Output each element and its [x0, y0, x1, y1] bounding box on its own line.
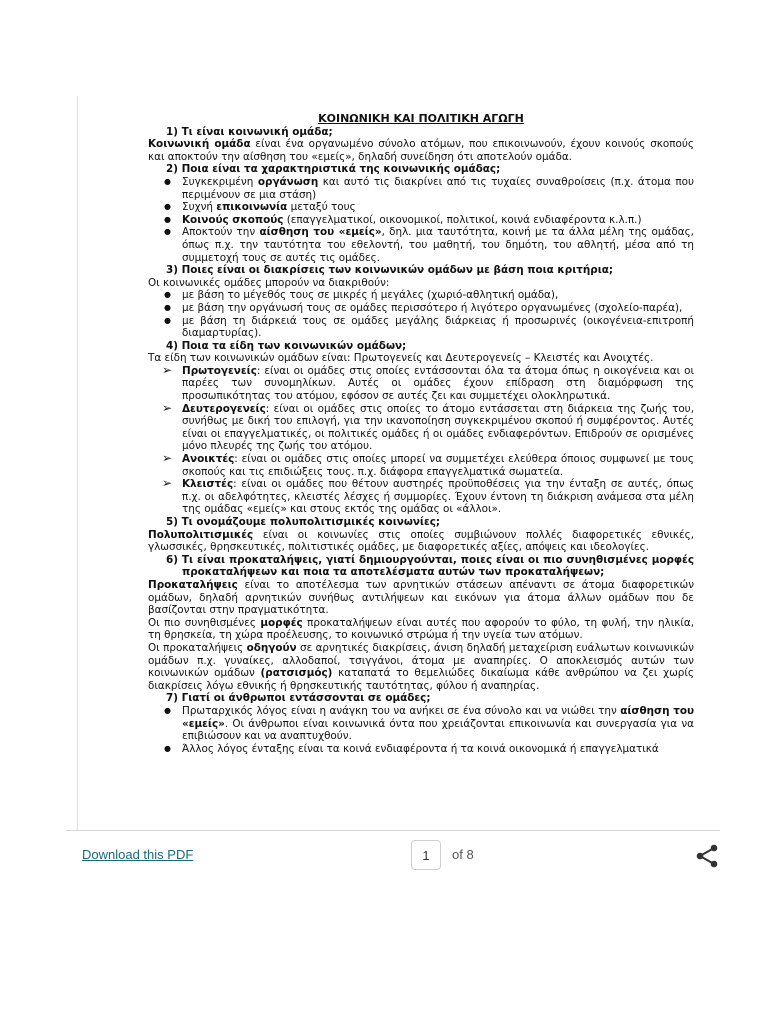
term-bold: Κοινωνική ομάδα [148, 138, 251, 151]
paragraph-text: προκαταλήψεων είναι αυτές που αφορούν το φύλο, τη φυλή, την ηλικία, τη θρησκεία, τη χώρα προέλευσης, το κοινωνικό στρώμα ή την υγεία των ατόμων. [148, 616, 694, 642]
list-text: Συγκεκριμένη [182, 175, 258, 188]
list-bold: επικοινωνία [216, 201, 288, 214]
paragraph-text: Οι πιο συνηθισμένες [148, 616, 261, 629]
reasons-list [148, 705, 694, 755]
question-1: 1) Τι είναι κοινωνική ομάδα; [166, 125, 333, 138]
list-bold: Κλειστές [182, 478, 234, 491]
question-3: 3) Ποιες είναι οι διακρίσεις των κοινωνικών ομάδων με βάση ποια κριτήρια; [166, 264, 614, 277]
list-item: ● με βάση τη διάρκειά τους σε ομάδες μεγάλης διάρκειας ή προσωρινές (οικογένεια-επιτροπή διαμαρτυρίας). [148, 315, 694, 340]
term-bold: μορφές [260, 616, 303, 629]
list-item [148, 453, 694, 478]
share-icon[interactable] [694, 843, 720, 869]
paragraph-text: είναι το αποτέλεσμα των αρνητικών στάσεων απέναντι σε άτομα διαφορετικών ομάδων, δηλαδή αρνητικών συνήθως αντιλήψεων και εικόνων για άτομα άλλων ομάδων που δε βασίζονται στην πραγματικότητα. [148, 578, 694, 617]
list-item: ● με βάση το μέγεθός τους σε μικρές ή μεγάλες (χωριό-αθλητική ομάδα), [148, 289, 694, 302]
paragraph-text: Οι προκαταλήψεις [148, 641, 247, 654]
pdf-toolbar [0, 831, 768, 879]
list-item [148, 214, 694, 227]
page-count: of 8 [452, 847, 474, 862]
paragraph-4: Τα είδη των κοινωνικών ομάδων είναι: Πρωτογενείς και Δευτερογενείς – Κλειστές και Ανοιχτές. [148, 352, 654, 365]
question-5: 5) Τι ονομάζουμε πολυπολιτισμικές κοινωνίες; [166, 516, 441, 528]
term-bold: οδηγούν [246, 641, 297, 654]
paragraph-5 [148, 529, 694, 554]
document-page [148, 113, 694, 830]
question-4: 4) Ποια τα είδη των κοινωνικών ομάδων; [166, 339, 407, 352]
list-text: : είναι οι ομάδες στις οποίες μπορεί να συμμετέχει ελεύθερα όποιος συμφωνεί με τους σκοπούς και τις επιδιώξεις τους. π.χ. διάφορα επαγγελματικά σωματεία. [182, 453, 694, 478]
list-text: : είναι οι ομάδες στις οποίες το άτομο εντάσσεται στη διάρκεια της ζωής του, συνήθως με δική του επιλογή, για την ικανοποίηση συγκεκριμένου σκοπού ή συμφέροντος. Αυτές είναι οι επαγγελματικές, οι πολιτικές ομάδες ή οι ομάδες ενδιαφερόντων. Επιδρούν σε ορισμένες μόνο πλευρές της ζωής του ατόμου. [182, 402, 694, 453]
characteristics-list [148, 176, 694, 264]
paragraph-text: είναι ένα οργανωμένο σύνολο ατόμων, που επικοινωνούν, έχουν κοινούς σκοπούς και αποκτούν την αίσθηση του «εμείς», δηλαδή συνείδηση ότι αποτελούν ομάδα. [148, 138, 694, 163]
question-2: 2) Ποια είναι τα χαρακτηριστικά της κοινωνικής ομάδας; [166, 163, 501, 176]
paragraph-6c [148, 642, 694, 692]
list-text: μεταξύ τους [287, 201, 356, 214]
list-text: (επαγγελματικοί, οικονομικοί, πολιτικοί, κοινά ενδιαφέροντα κ.λ.π.) [283, 213, 642, 226]
list-item: ● με βάση την οργάνωσή τους σε ομάδες περισσότερο ή λιγότερο οργανωμένες (σχολείο-παρέα), [148, 302, 694, 315]
paragraph-text: είναι οι κοινωνίες στις οποίες συμβιώνουν πολλές διαφορετικές εθνικές, γλωσσικές, θρησκευτικές, πολιτιστικές ομάδες, με διαφορετικές αξίες, απόψεις και ιδεολογίες. [148, 528, 694, 554]
list-item [148, 478, 694, 516]
document-title: ΚΟΙΝΩΝΙΚΗ ΚΑΙ ΠΟΛΙΤΙΚΗ ΑΓΩΓΗ [318, 113, 524, 125]
distinctions-list [148, 289, 694, 339]
page-left-edge [77, 96, 78, 830]
list-item [148, 403, 694, 453]
list-bold: οργάνωση [257, 175, 319, 188]
list-bold: αίσθηση του «εμείς» [182, 704, 694, 730]
list-item [148, 705, 694, 743]
paragraph-6b [148, 617, 694, 642]
list-bold: Δευτερογενείς [182, 402, 266, 415]
list-text: : είναι οι ομάδες στις οποίες εντάσσονται όλα τα άτομα όπως η οικογένεια και οι παρέες των συνομηλίκων. Αυτές οι ομάδες έχουν επίδραση στη διαμόρφωση της προσωπικότητας του ατόμου, εφόσον σε αυτές ζει και συμμετέχει ολοκληρωτικά. [182, 364, 694, 403]
paragraph-text: σε αρνητικές διακρίσεις, άνιση δηλαδή μεταχείριση ευάλωτων κοινωνικών ομάδων π.χ. γυναίκες, αλλοδαποί, τσιγγάνοι, άτομα με αναπηρίες. Ο αποκλεισμός αυτών των κοινωνικών ομάδων [148, 641, 694, 680]
list-item [148, 365, 694, 403]
list-item [148, 201, 694, 214]
paragraph-text: καταπατά το θεμελιώδες δικαίωμα κάθε ανθρώπου να ζει χωρίς διακρίσεις λόγω εθνικής ή θρησκευτικής ταυτότητας, φύλου ή αναπηρίας. [148, 667, 694, 692]
question-6: 6) Τι είναι προκαταλήψεις, γιατί δημιουργούνται, ποιες είναι οι πιο συνηθισμένες μορφές προκαταλήψεων και ποια τα αποτελέσματα αυτών των προκαταλήψεων; [166, 553, 694, 579]
list-bold: αίσθηση του «εμείς» [259, 226, 382, 239]
list-text: : είναι οι ομάδες που θέτουν αυστηρές προϋποθέσεις για την ένταξη σε αυτές, όπως π.χ. οι αδελφότητες, κλειστές λέσχες ή συμμορίες. Έχουν έντονη τη διάκριση ανάμεσα στα μέλη της ομάδας «εμείς» και στους εκτός της ομάδας οι «άλλοι». [182, 478, 694, 516]
list-text: , δηλ. μια ταυτότητα, κοινή με τα άλλα μέλη της ομάδας, όπως π.χ. την ταυτότητα του εθελοντή, του μαθητή, του δημότη, του αθλητή, μέσα από τη συμμετοχή τους σε αυτές τις ομάδες. [182, 226, 694, 264]
list-bold: Ανοικτές [182, 453, 235, 466]
list-item: ● Άλλος λόγος ένταξης είναι τα κοινά ενδιαφέροντα ή τα κοινά οικονομικά ή επαγγελματικά [148, 743, 694, 756]
download-pdf-link[interactable]: Download this PDF [82, 847, 194, 862]
term-bold: Πολυπολιτισμικές [148, 528, 254, 541]
list-text: . Οι άνθρωποι είναι κοινωνικά όντα που χρειάζονται επικοινωνία και συνεργασία για να επιβιώσουν και να αναπτυχθούν. [182, 717, 694, 743]
list-text: Συχνή [182, 201, 217, 214]
list-item [148, 176, 694, 201]
list-item [148, 226, 694, 264]
question-7: 7) Γιατί οι άνθρωποι εντάσσονται σε ομάδες; [166, 692, 431, 705]
paragraph-6a [148, 579, 694, 617]
group-types-list [148, 365, 694, 516]
list-text: Πρωταρχικός λόγος είναι η ανάγκη του να ανήκει σε ένα σύνολο και να νιώθει την [182, 704, 621, 717]
term-bold: (ρατσισμός) [260, 667, 333, 680]
list-bold: Κοινούς σκοπούς [182, 213, 284, 226]
list-text: Αποκτούν την [182, 226, 260, 239]
term-bold: Προκαταλήψεις [148, 578, 238, 591]
list-text: και αυτό τις διακρίνει από τις τυχαίες συναθροίσεις (π.χ. άτομα που περιμένουν σε μια στάση) [182, 175, 694, 201]
page-number-input[interactable]: 1 [411, 840, 441, 870]
paragraph-1 [148, 138, 694, 163]
paragraph-3: Οι κοινωνικές ομάδες μπορούν να διακριθούν: [148, 276, 390, 289]
list-bold: Πρωτογενείς [182, 364, 257, 377]
